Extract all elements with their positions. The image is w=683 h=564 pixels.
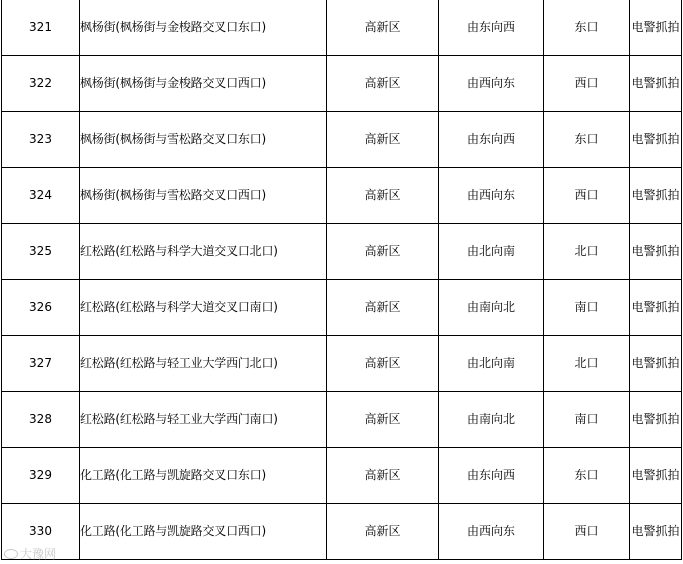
table-row	[2, 224, 682, 280]
row-number: 329	[2, 448, 80, 504]
table-row	[2, 504, 682, 560]
row-number: 327	[2, 336, 80, 392]
direction-cell: 由西向东	[439, 56, 544, 112]
gate-cell: 北口	[544, 336, 630, 392]
location-cell: 红松路(红松路与科学大道交叉口南口)	[80, 280, 327, 336]
table-row	[2, 112, 682, 168]
gate-cell: 西口	[544, 504, 630, 560]
location-cell: 枫杨街(枫杨街与雪松路交叉口东口)	[80, 112, 327, 168]
table-row	[2, 56, 682, 112]
district-cell: 高新区	[327, 448, 439, 504]
table-row	[2, 448, 682, 504]
gate-cell: 北口	[544, 224, 630, 280]
direction-cell: 由西向东	[439, 168, 544, 224]
gate-cell: 东口	[544, 112, 630, 168]
capture-type-cell: 电警抓拍	[630, 0, 682, 56]
district-cell: 高新区	[327, 56, 439, 112]
direction-cell: 由东向西	[439, 112, 544, 168]
location-cell: 枫杨街(枫杨街与金梭路交叉口西口)	[80, 56, 327, 112]
direction-cell: 由东向西	[439, 448, 544, 504]
gate-cell: 南口	[544, 280, 630, 336]
district-cell: 高新区	[327, 280, 439, 336]
watermark-text: 大豫网	[20, 547, 57, 561]
table-row	[2, 0, 682, 56]
gate-cell: 东口	[544, 448, 630, 504]
table-row	[2, 280, 682, 336]
row-number: 323	[2, 112, 80, 168]
row-number: 328	[2, 392, 80, 448]
capture-type-cell: 电警抓拍	[630, 448, 682, 504]
gate-cell: 南口	[544, 392, 630, 448]
table-row	[2, 392, 682, 448]
capture-type-cell: 电警抓拍	[630, 392, 682, 448]
direction-cell: 由北向南	[439, 336, 544, 392]
location-cell: 红松路(红松路与科学大道交叉口北口)	[80, 224, 327, 280]
capture-type-cell: 电警抓拍	[630, 224, 682, 280]
row-number: 330	[2, 504, 80, 560]
table-row	[2, 336, 682, 392]
district-cell: 高新区	[327, 504, 439, 560]
direction-cell: 由南向北	[439, 280, 544, 336]
capture-type-cell: 电警抓拍	[630, 336, 682, 392]
district-cell: 高新区	[327, 392, 439, 448]
district-cell: 高新区	[327, 0, 439, 56]
location-cell: 化工路(化工路与凯旋路交叉口东口)	[80, 448, 327, 504]
capture-type-cell: 电警抓拍	[630, 280, 682, 336]
gate-cell: 西口	[544, 168, 630, 224]
district-cell: 高新区	[327, 224, 439, 280]
capture-type-cell: 电警抓拍	[630, 168, 682, 224]
capture-type-cell: 电警抓拍	[630, 56, 682, 112]
camera-location-table	[1, 0, 682, 560]
direction-cell: 由东向西	[439, 0, 544, 56]
row-number: 325	[2, 224, 80, 280]
location-cell: 红松路(红松路与轻工业大学西门北口)	[80, 336, 327, 392]
location-cell: 红松路(红松路与轻工业大学西门南口)	[80, 392, 327, 448]
gate-cell: 西口	[544, 56, 630, 112]
direction-cell: 由南向北	[439, 392, 544, 448]
row-number: 321	[2, 0, 80, 56]
row-number: 326	[2, 280, 80, 336]
location-cell: 枫杨街(枫杨街与金梭路交叉口东口)	[80, 0, 327, 56]
district-cell: 高新区	[327, 168, 439, 224]
row-number: 322	[2, 56, 80, 112]
capture-type-cell: 电警抓拍	[630, 504, 682, 560]
location-cell: 枫杨街(枫杨街与雪松路交叉口西口)	[80, 168, 327, 224]
row-number: 324	[2, 168, 80, 224]
district-cell: 高新区	[327, 336, 439, 392]
table-row	[2, 168, 682, 224]
district-cell: 高新区	[327, 112, 439, 168]
direction-cell: 由西向东	[439, 504, 544, 560]
location-cell: 化工路(化工路与凯旋路交叉口西口)	[80, 504, 327, 560]
direction-cell: 由北向南	[439, 224, 544, 280]
gate-cell: 东口	[544, 0, 630, 56]
capture-type-cell: 电警抓拍	[630, 112, 682, 168]
table-body	[2, 0, 682, 560]
